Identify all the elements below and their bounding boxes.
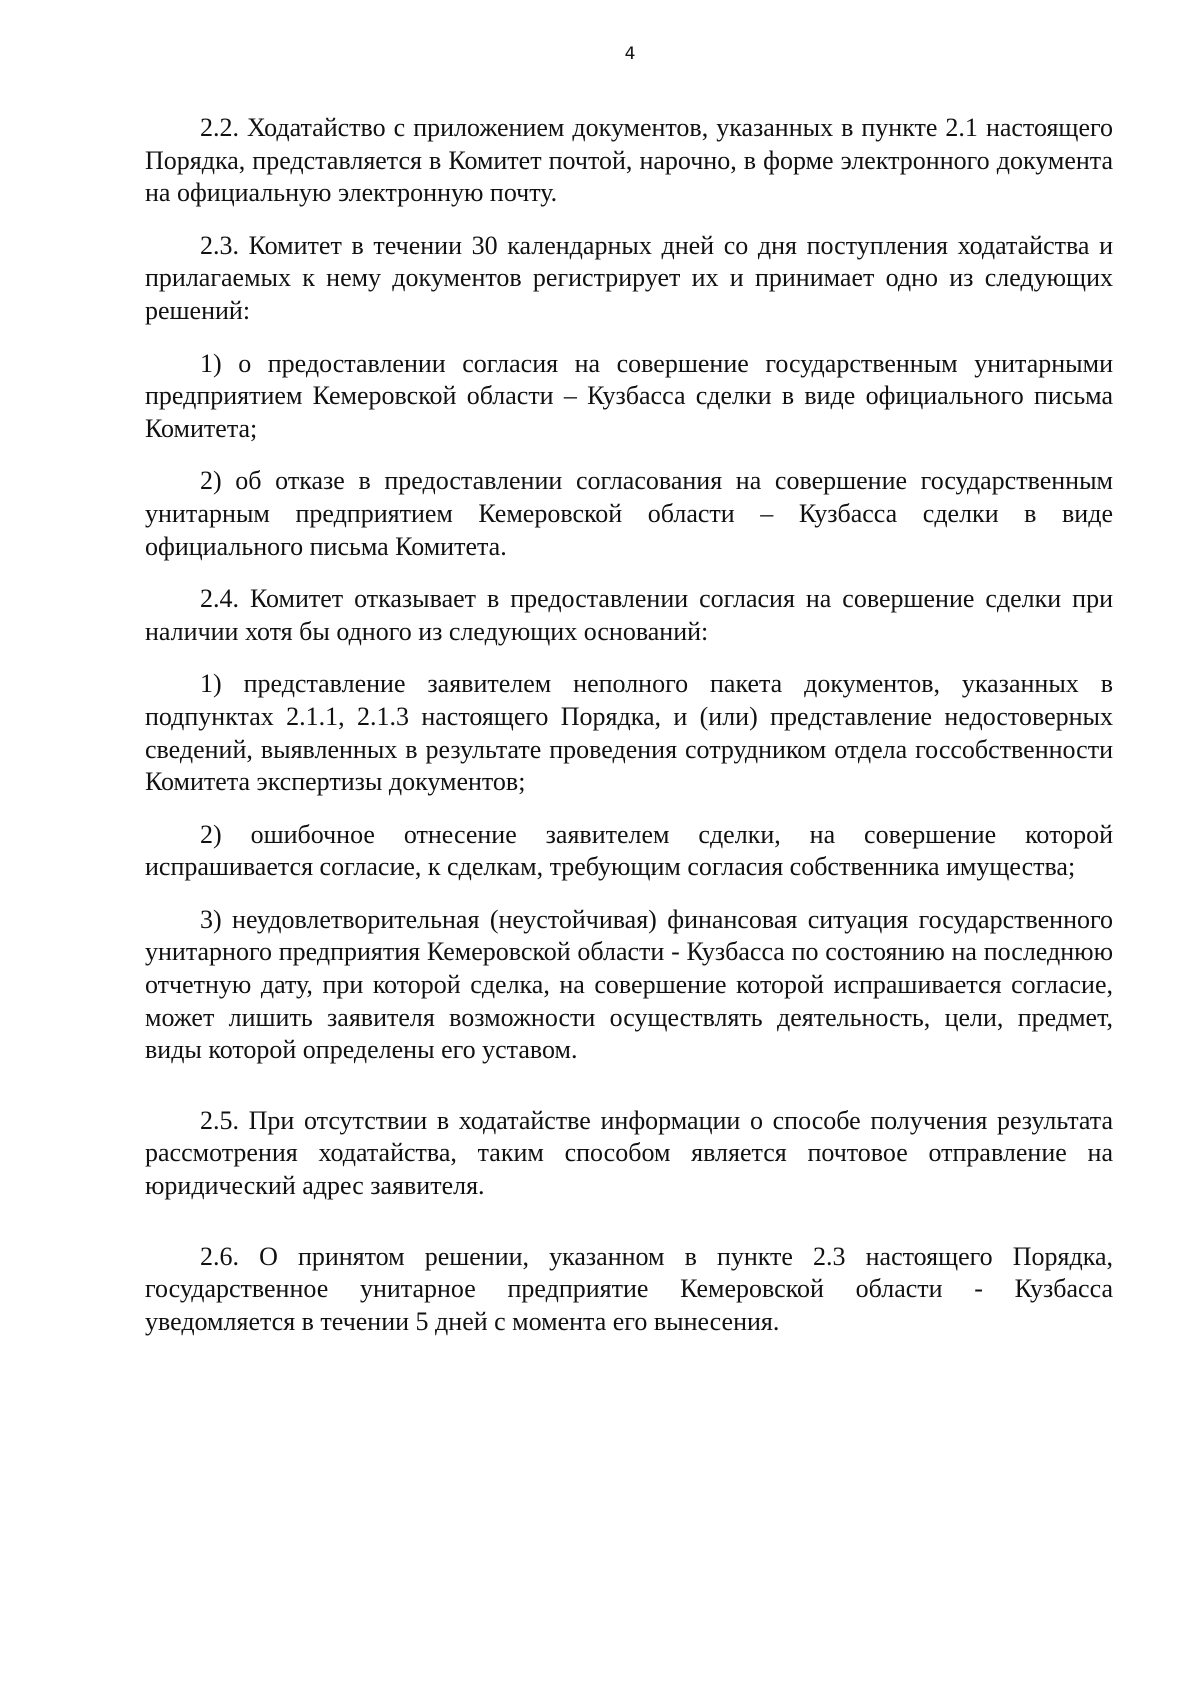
document-body	[145, 112, 1113, 1338]
paragraph-2-3: 2.3. Комитет в течении 30 календарных дней со дня поступления ходатайства и прилагаемых к нему документов регистрирует их и принимает одно из следующих решений:	[145, 230, 1113, 325]
paragraph-2-3-item-2: 2) об отказе в предоставлении согласования на совершение государственным унитарным предприятием Кемеровской области – Кузбасса сделки в виде официального письма Комитета.	[145, 466, 1113, 561]
page-number: 4	[624, 44, 636, 64]
paragraph-2-4-item-2: 2) ошибочное отнесение заявителем сделки, на совершение которой испрашивается согласие, к сделкам, требующим согласия собственника имущества;	[145, 819, 1113, 882]
paragraph-2-5: 2.5. При отсутствии в ходатайстве информации о способе получения результата рассмотрения ходатайства, таким способом является почтовое отправление на юридический адрес заявителя.	[145, 1105, 1113, 1201]
paragraph-2-4: 2.4. Комитет отказывает в предоставлении согласия на совершение сделки при наличии хотя бы одного из следующих оснований:	[145, 584, 1113, 646]
paragraph-2-6: 2.6. О принятом решении, указанном в пункте 2.3 настоящего Порядка, государственное унитарное предприятие Кемеровской области - Кузбасса уведомляется в течении 5 дней с момента его вынесения.	[145, 1241, 1113, 1336]
paragraph-2-3-item-1: 1) о предоставлении согласия на совершение государственным унитарными предприятием Кемеровской области – Кузбасса сделки в виде официального письма Комитета;	[145, 348, 1113, 443]
paragraph-2-4-item-1: 1) представление заявителем неполного пакета документов, указанных в подпунктах 2.1.1, 2.1.3 настоящего Порядка, и (или) представление недостоверных сведений, выявленных в результате проведения сотрудником отдела госсобственности Комитета экспертизы документов;	[145, 669, 1113, 797]
paragraph-2-4-item-3: 3) неудовлетворительная (неустойчивая) финансовая ситуация государственного унитарного предприятия Кемеровской области - Кузбасса по состоянию на последнюю отчетную дату, при которой сделка, на совершение которой испрашивается согласие, может лишить заявителя возможности осуществлять деятельность, цели, предмет, виды которой определены его уставом.	[145, 904, 1113, 1065]
paragraph-2-2: 2.2. Ходатайство с приложением документов, указанных в пункте 2.1 настоящего Порядка, представляется в Комитет почтой, нарочно, в форме электронного документа на официальную электронную почту.	[145, 113, 1113, 208]
